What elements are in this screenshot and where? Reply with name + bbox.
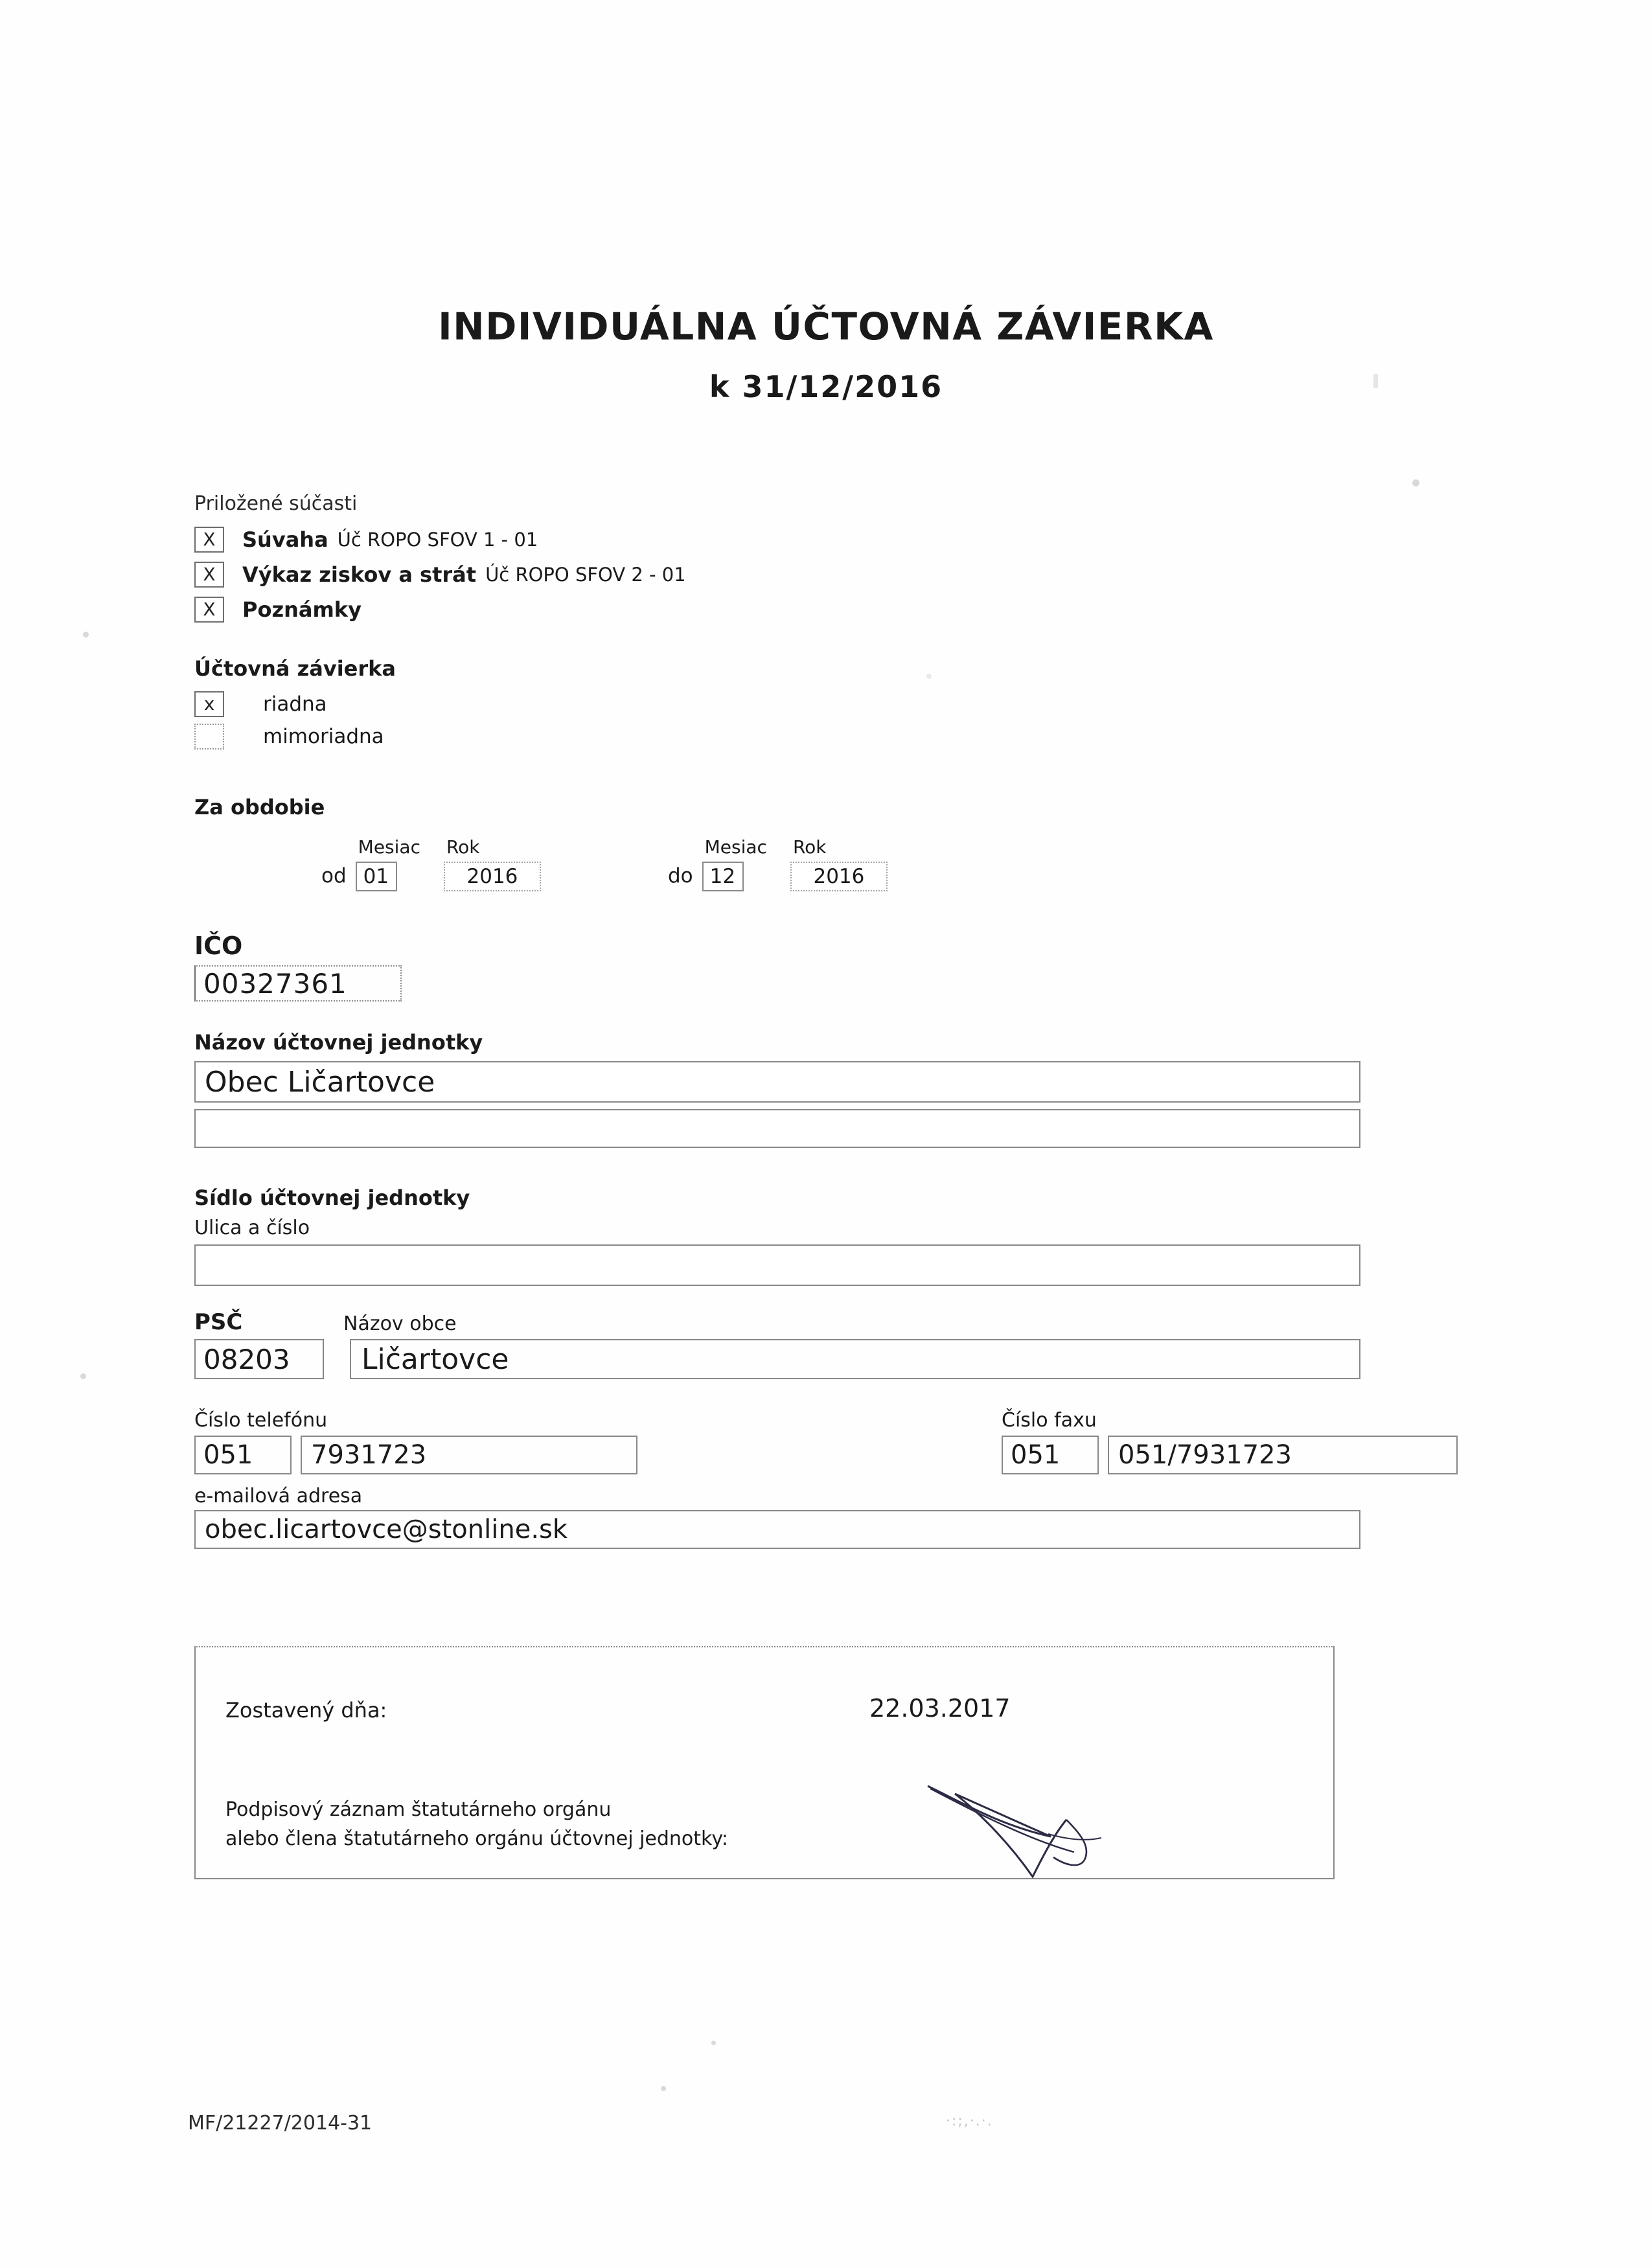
fax-group <box>1002 1409 1458 1474</box>
attached-part-row[interactable] <box>194 597 1458 623</box>
signature-caption <box>225 1795 728 1853</box>
attached-part-row[interactable] <box>194 562 1458 588</box>
period-from-month-field[interactable]: 01 <box>356 862 397 891</box>
fax-fields <box>1002 1436 1458 1474</box>
attached-part-name: Poznámky <box>242 597 361 622</box>
month-caption: Mesiac <box>358 836 420 858</box>
contact-block <box>194 1409 1458 1474</box>
period-to-year-group <box>790 836 888 891</box>
title-block <box>0 304 1652 404</box>
scan-speck <box>80 1373 86 1379</box>
signature-caption-line1: Podpisový záznam štatutárneho orgánu <box>225 1798 612 1821</box>
period-to-label: do <box>667 864 693 888</box>
period-from-year-group <box>444 836 541 891</box>
period-fields <box>194 836 1458 891</box>
signature-box <box>194 1646 1335 1879</box>
city-field[interactable]: Ličartovce <box>350 1339 1360 1379</box>
compiled-date-value: 22.03.2017 <box>869 1694 1011 1723</box>
scan-speck <box>661 2086 666 2091</box>
street-field[interactable] <box>194 1244 1360 1286</box>
checkbox-mimoriadna[interactable] <box>194 724 224 750</box>
statement-type-label: mimoriadna <box>263 725 384 748</box>
page-subtitle: k 31/12/2016 <box>709 369 943 404</box>
checkbox-poznamky[interactable]: X <box>194 597 224 623</box>
period-from-month-group <box>356 836 420 891</box>
attached-parts-caption: Priložené súčasti <box>194 492 358 515</box>
attached-part-code: Úč ROPO SFOV 1 - 01 <box>337 529 538 551</box>
compiled-date-caption: Zostavený dňa: <box>225 1698 387 1723</box>
attached-part-code: Úč ROPO SFOV 2 - 01 <box>485 564 686 586</box>
zip-city-fields <box>194 1339 1458 1379</box>
phone-prefix-field[interactable]: 051 <box>194 1436 292 1474</box>
scan-smudge: ·:;,·.·. <box>946 2113 993 2129</box>
city-caption: Názov obce <box>343 1312 457 1335</box>
phone-caption: Číslo telefónu <box>194 1409 328 1432</box>
entity-name-field-line1[interactable]: Obec Ličartovce <box>194 1061 1360 1103</box>
period-block <box>194 795 1458 891</box>
zip-city-captions <box>194 1309 1458 1335</box>
ico-caption: IČO <box>194 932 243 960</box>
footer-code: MF/21227/2014-31 <box>188 2112 373 2135</box>
attached-parts-list <box>194 527 1458 623</box>
entity-name-caption: Názov účtovnej jednotky <box>194 1030 483 1055</box>
scan-speck <box>711 2041 716 2045</box>
email-field[interactable]: obec.licartovce@stonline.sk <box>194 1510 1360 1549</box>
month-caption: Mesiac <box>704 836 767 858</box>
statement-type-option-riadna[interactable] <box>194 691 1458 717</box>
zip-field[interactable]: 08203 <box>194 1339 324 1379</box>
statement-type-option-mimoriadna[interactable] <box>194 724 1458 750</box>
entity-name-field-line2[interactable] <box>194 1109 1360 1148</box>
page-title: INDIVIDUÁLNA ÚČTOVNÁ ZÁVIERKA <box>438 304 1214 349</box>
address-caption: Sídlo účtovnej jednotky <box>194 1186 470 1210</box>
checkbox-vykaz-ziskov-a-strat[interactable]: X <box>194 562 224 588</box>
fax-number-field[interactable]: 051/7931723 <box>1108 1436 1458 1474</box>
ico-field[interactable]: 00327361 <box>194 965 402 1002</box>
attached-part-name: Výkaz ziskov a strát <box>242 562 477 587</box>
phone-number-field[interactable]: 7931723 <box>301 1436 637 1474</box>
period-caption: Za obdobie <box>194 795 325 819</box>
checkbox-riadna[interactable]: x <box>194 691 224 717</box>
year-caption: Rok <box>792 836 827 858</box>
street-caption: Ulica a číslo <box>194 1217 310 1239</box>
email-caption: e-mailová adresa <box>194 1485 363 1507</box>
fax-caption: Číslo faxu <box>1002 1409 1097 1432</box>
scan-speck <box>83 632 89 637</box>
attached-part-name: Súvaha <box>242 527 328 552</box>
year-caption: Rok <box>446 836 480 858</box>
statement-type-caption: Účtovná závierka <box>194 656 396 681</box>
period-to-month-field[interactable]: 12 <box>702 862 744 891</box>
period-from-label: od <box>321 864 347 888</box>
fax-prefix-field[interactable]: 051 <box>1002 1436 1099 1474</box>
attached-part-row[interactable] <box>194 527 1458 553</box>
form-body <box>194 492 1458 1879</box>
phone-group <box>194 1409 637 1474</box>
scan-speck <box>1412 479 1419 487</box>
handwritten-signature-icon <box>921 1774 1193 1891</box>
period-to-month-group <box>702 836 767 891</box>
zip-caption: PSČ <box>194 1309 243 1335</box>
phone-fields <box>194 1436 637 1474</box>
period-from-year-field[interactable]: 2016 <box>444 862 541 891</box>
period-to-year-field[interactable]: 2016 <box>790 862 888 891</box>
statement-type-label: riadna <box>263 693 327 716</box>
signature-caption-line2: alebo člena štatutárneho orgánu účtovnej jednotky: <box>225 1827 729 1850</box>
checkbox-suvaha[interactable]: X <box>194 527 224 553</box>
